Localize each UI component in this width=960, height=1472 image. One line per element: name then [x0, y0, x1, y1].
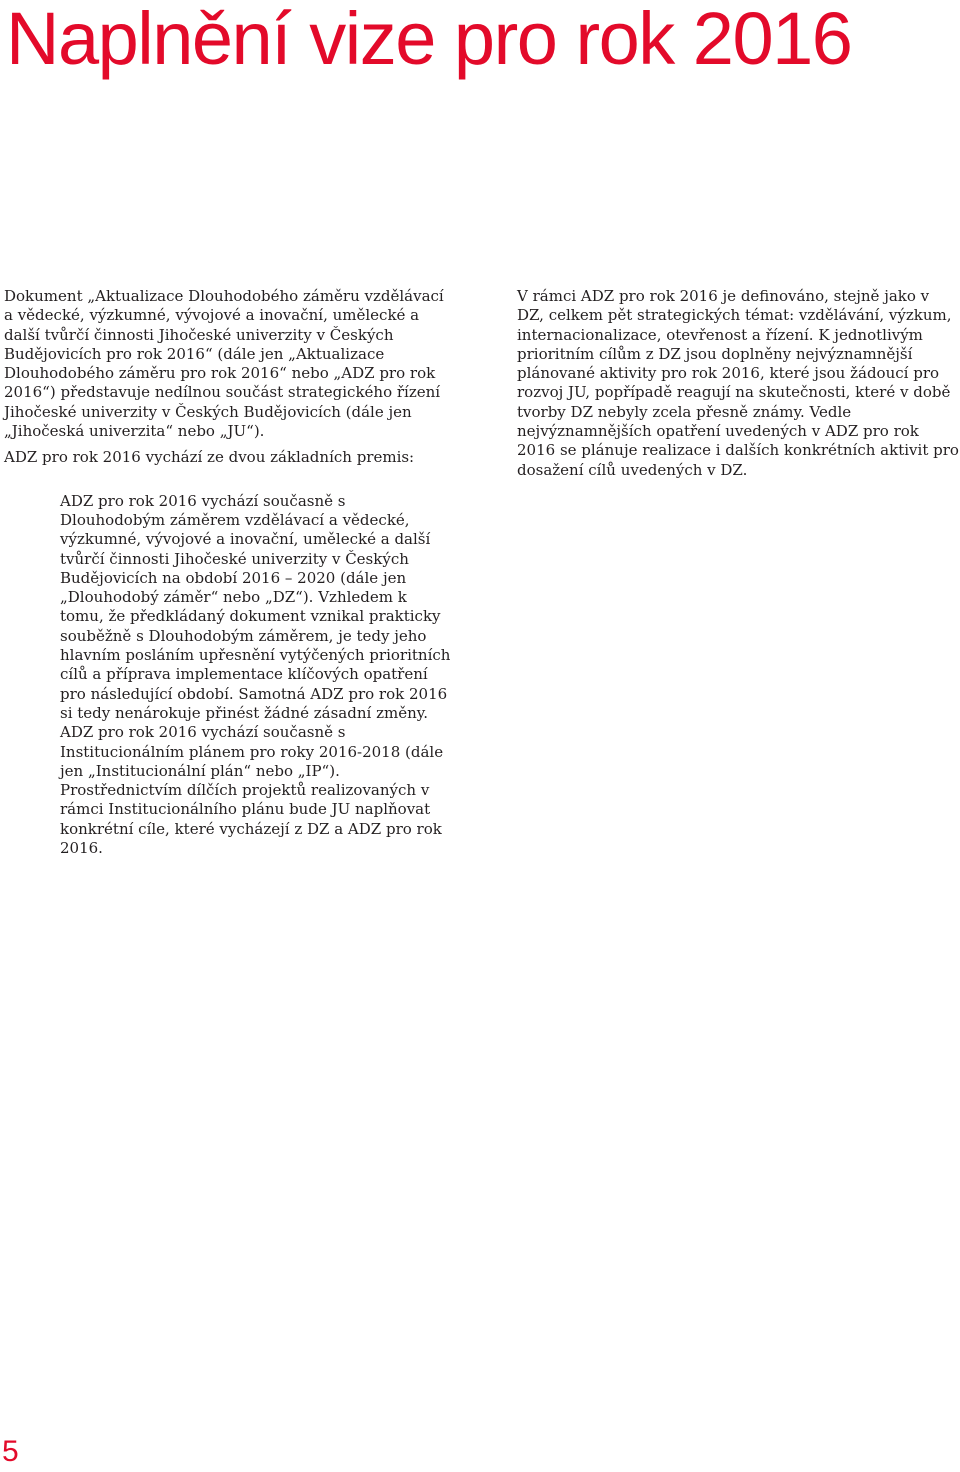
right-column — [517, 287, 960, 480]
intro-paragraph: Dokument „Aktualizace Dlouhodobého záměru vzdělávací a vědecké, výzkumné, vývojové a inovační, umělecké a další tvůrčí činnosti Jihočeské univerzity v Českých Budějovicích pro rok 2016“ (dále jen „Aktualizace Dlouhodobého záměru pro rok 2016“ nebo „ADZ pro rok 2016“) představuje nedílnou součást strategického řízení Jihočeské univerzity v Českých Budějovicích (dále jen „Jihočeská univerzita“ nebo „JU“). — [4, 287, 444, 441]
strategic-themes-paragraph: V rámci ADZ pro rok 2016 je definováno, stejně jako v DZ, celkem pět strategických témat: vzdělávání, výzkum, internacionalizace, otevřenost a řízení. K jednotlivým prioritním cílům z DZ jsou doplněny nejvýznamnější plánované aktivity pro rok 2016, které jsou žádoucí pro rozvoj JU, popřípadě reagují na skutečnosti, které v době tvorby DZ nebyly zcela přesně známy. Vedle nejvýznamnějších opatření uvedených v ADZ pro rok 2016 se plánuje realizace i dalších konkrétních aktivit pro dosažení cílů uvedených v DZ. — [517, 287, 959, 479]
left-column — [4, 287, 452, 858]
premise-paragraph-1: ADZ pro rok 2016 vychází současně s Dlouhodobým záměrem vzdělávací a vědecké, výzkumné, vývojové a inovační, umělecké a další tvůrčí činnosti Jihočeské univerzity v Českých Budějovicích na období 2016 – 2020 (dále jen „Dlouhodobý záměr“ nebo „DZ“). Vzhledem k tomu, že předkládaný dokument vznikal prakticky souběžně s Dlouhodobým záměrem, je tedy jeho hlavním posláním upřesnění vytýčených prioritních cílů a příprava implementace klíčových opatření pro následující období. Samotná ADZ pro rok 2016 si tedy nenárokuje přinést žádné zásadní změny. — [60, 491, 451, 722]
premises-lead: ADZ pro rok 2016 vychází ze dvou základních premis: — [4, 448, 415, 467]
page-title: Naplnění vize pro rok 2016 — [6, 0, 852, 80]
premise-paragraph-2: ADZ pro rok 2016 vychází současně s Institucionálním plánem pro roky 2016-2018 (dále jen „Institucionální plán“ nebo „IP“). Prostřednictvím dílčích projektů realizovaných v rámci Institucionálního plánu bude JU naplňovat konkrétní cíle, které vycházejí z DZ a ADZ pro rok 2016. — [60, 723, 444, 858]
page-number: 5 — [2, 1435, 19, 1468]
